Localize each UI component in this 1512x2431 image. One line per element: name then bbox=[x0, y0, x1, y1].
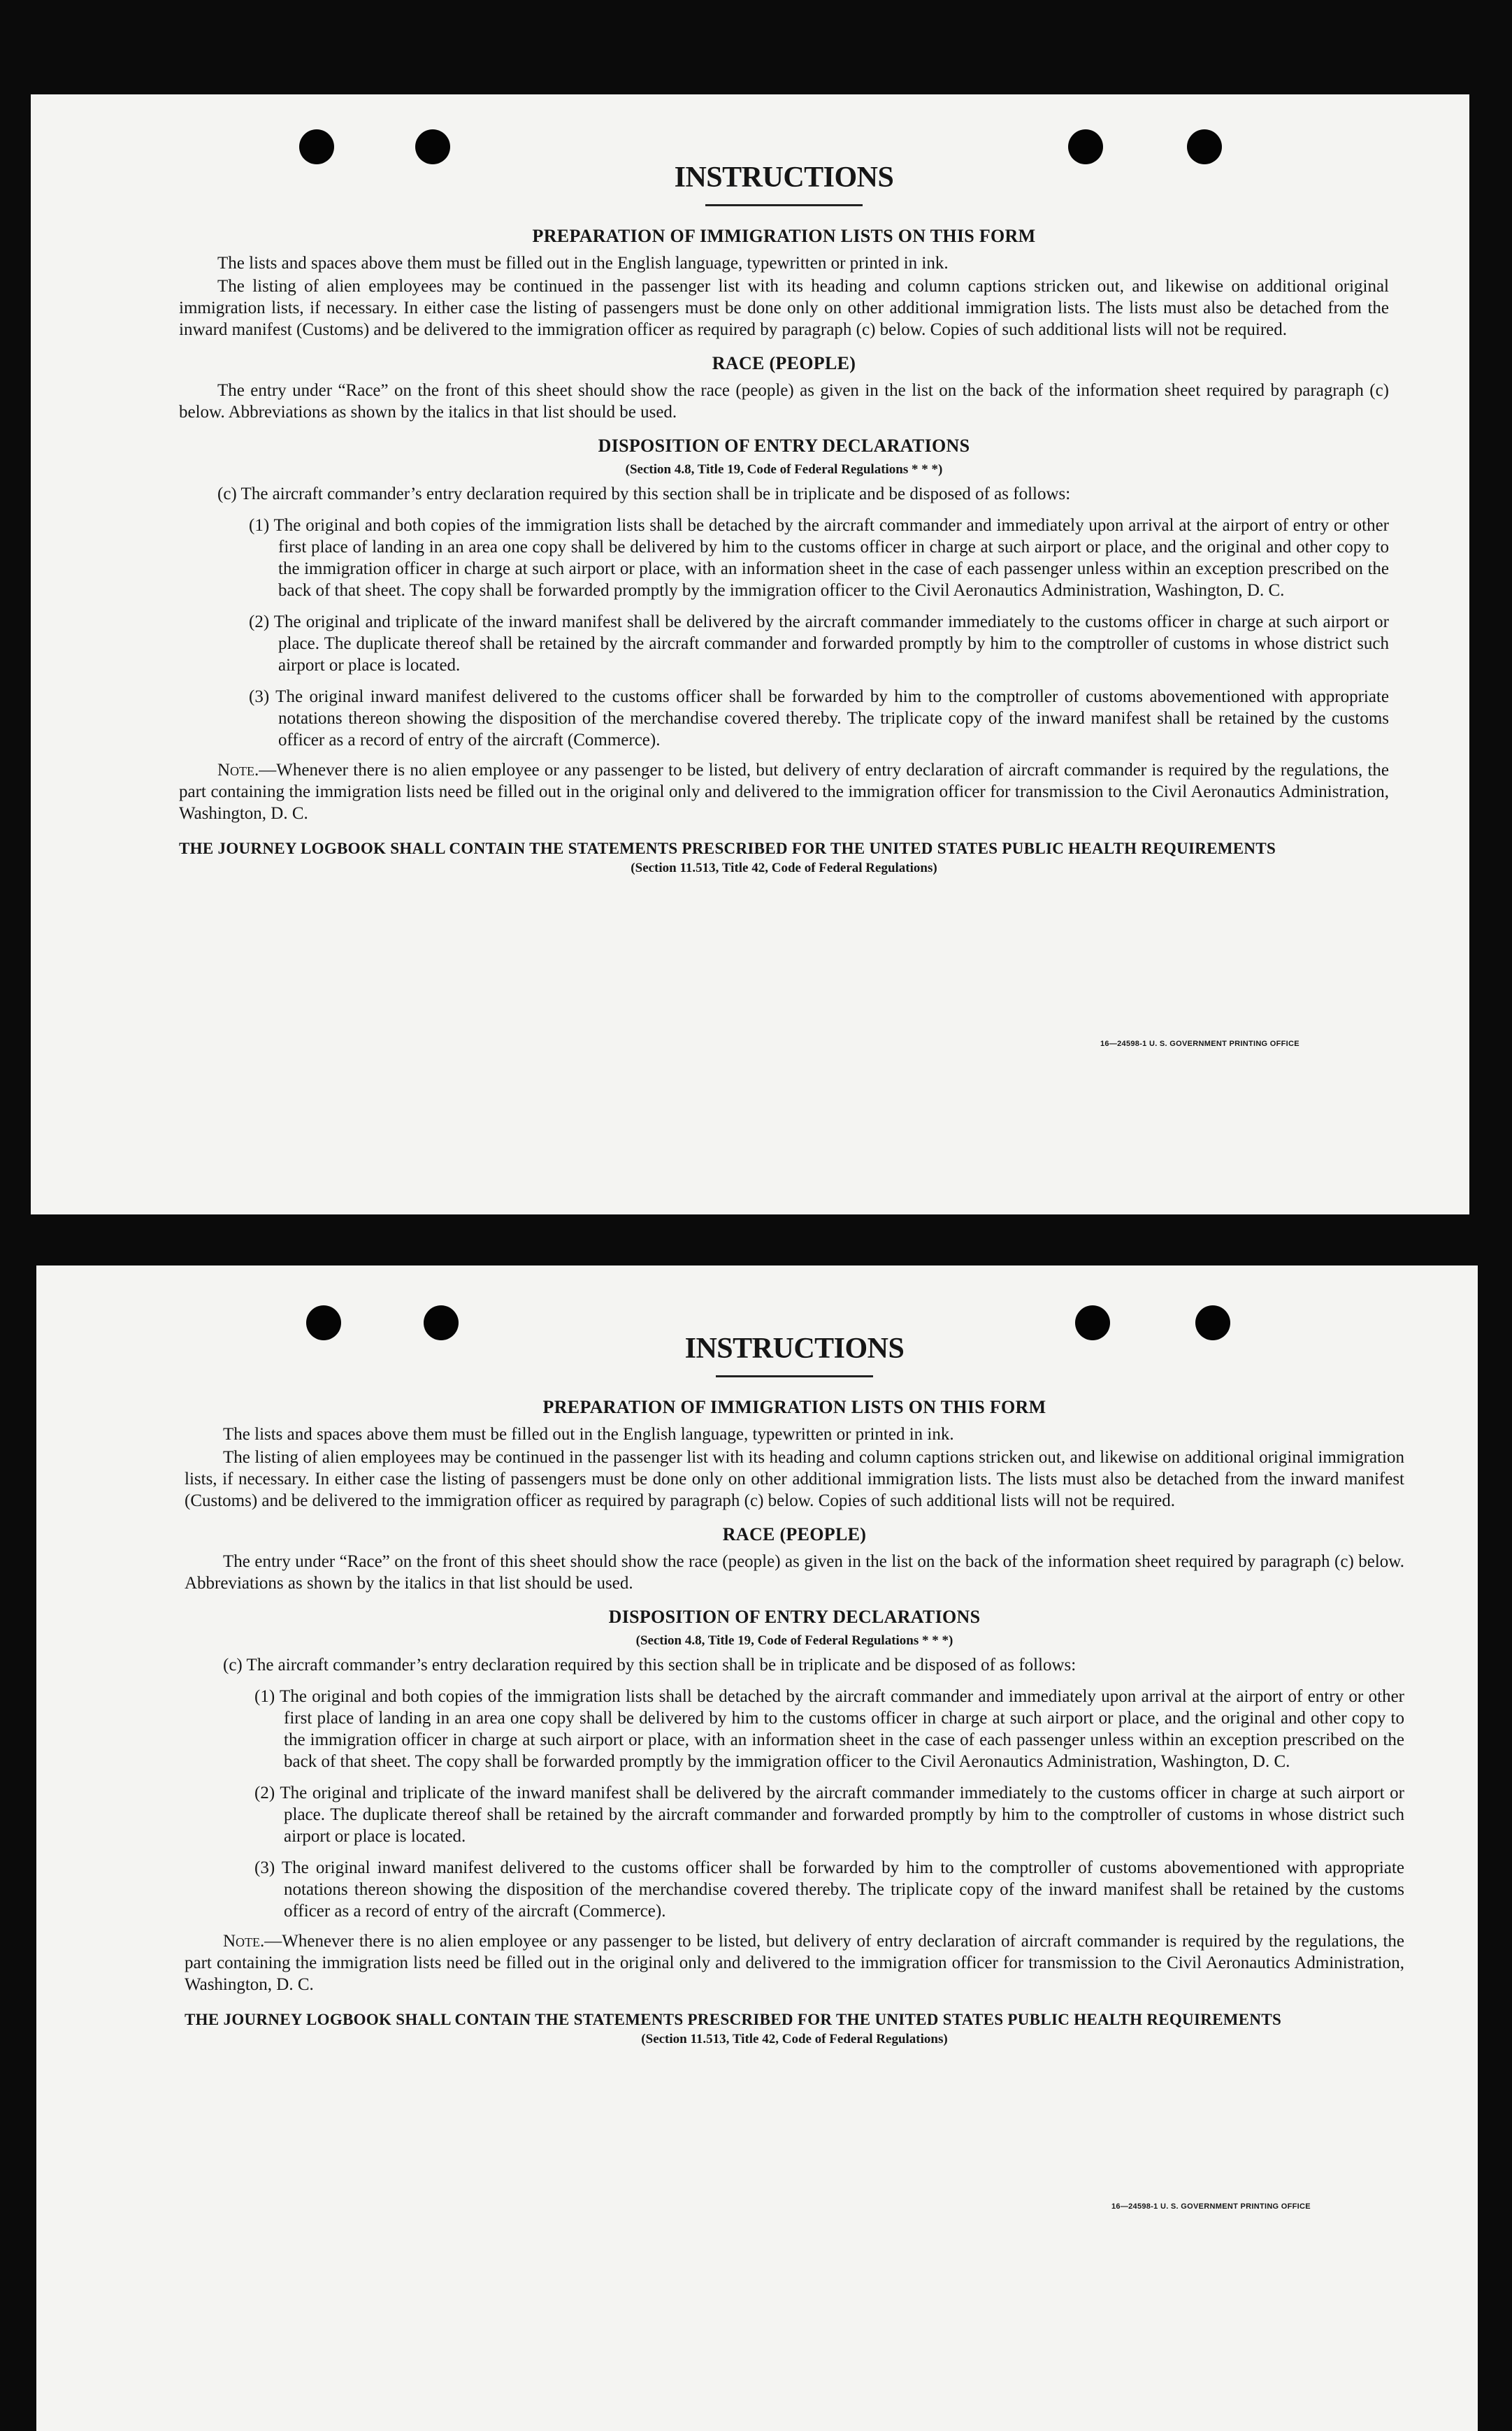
note-text: —Whenever there is no alien employee or any passenger to be listed, but delivery of entry declaration of aircraft commander is required by the regulations, the part containing the immigration lists need be filled out in the original only and delivered to the immigration officer for transmission to the Civil Aeronautics Administration, Washington, D. C. bbox=[179, 761, 1389, 823]
page-title: INSTRUCTIONS bbox=[684, 1333, 905, 1365]
section-heading-disposition: DISPOSITION OF ENTRY DECLARATIONS bbox=[598, 436, 970, 456]
list-item: (3) The original inward manifest delivered to the customs officer shall be forwarded by him to the comptroller of customs abovementioned with appropriate notations thereon showing the disposition of the merchandise covered thereby. The triplicate copy of the inward manifest shall be retained by the customs officer as a record of entry of the aircraft (Commerce). bbox=[249, 687, 1389, 750]
title-underline bbox=[716, 1375, 873, 1377]
closing-statement: THE JOURNEY LOGBOOK SHALL CONTAIN THE STATEMENTS PRESCRIBED FOR THE UNITED STATES PUBLIC HEALTH REQUIREMENTS bbox=[185, 2011, 1282, 2028]
instruction-sheet-top bbox=[31, 94, 1469, 1214]
closing-citation: (Section 11.513, Title 42, Code of Federal Regulations) bbox=[641, 2032, 948, 2046]
note-paragraph bbox=[179, 759, 1389, 824]
punch-hole bbox=[299, 129, 334, 164]
list-item: (1) The original and both copies of the immigration lists shall be detached by the aircraft commander and immediately upon arrival at the airport of entry or other first place of landing in an area one copy shall be delivered by him to the customs officer in charge at such airport or place, and the original and other copy to the immigration officer in charge at such airport or place, with an information sheet in the case of each passenger unless within an exception prescribed on the back of that sheet. The copy shall be forwarded promptly by the immigration officer to the Civil Aeronautics Administration, Washington, D. C. bbox=[254, 1687, 1404, 1771]
paragraph: The listing of alien employees may be continued in the passenger list with its heading and column captions stricken out, and likewise on additional original immigration lists, if necessary. In either case the listing of passengers must be done only on other additional immigration lists. The lists must also be detached from the inward manifest (Customs) and be delivered to the immigration officer as required by paragraph (c) below. Copies of such additional lists will not be required. bbox=[185, 1448, 1404, 1510]
closing-citation: (Section 11.513, Title 42, Code of Federal Regulations) bbox=[631, 861, 937, 875]
note-label: Note. bbox=[217, 761, 259, 780]
paragraph: The entry under “Race” on the front of this sheet should show the race (people) as given in the list on the back of the information sheet required by paragraph (c) below. Abbreviations as shown by the italics in that list should be used. bbox=[185, 1552, 1404, 1593]
punch-hole bbox=[415, 129, 450, 164]
list-item: (3) The original inward manifest delivered to the customs officer shall be forwarded by him to the comptroller of customs abovementioned with appropriate notations thereon showing the disposition of the merchandise covered thereby. The triplicate copy of the inward manifest shall be retained by the customs officer as a record of entry of the aircraft (Commerce). bbox=[254, 1858, 1404, 1921]
regulation-citation: (Section 4.8, Title 19, Code of Federal Regulations * * *) bbox=[635, 1633, 953, 1648]
punch-hole bbox=[1068, 129, 1103, 164]
paragraph: The lists and spaces above them must be filled out in the English language, typewritten or printed in ink. bbox=[223, 1425, 954, 1444]
title-underline bbox=[705, 204, 863, 206]
printer-imprint: 16—24598-1 U. S. GOVERNMENT PRINTING OFFICE bbox=[1100, 1040, 1299, 1048]
section-heading-preparation: PREPARATION OF IMMIGRATION LISTS ON THIS FORM bbox=[532, 226, 1036, 246]
list-item: (2) The original and triplicate of the inward manifest shall be delivered by the aircraft commander immediately to the customs officer in charge at such airport or place. The duplicate thereof shall be retained by the aircraft commander and forwarded promptly by him to the comptroller of customs in whose district such airport or place is located. bbox=[249, 612, 1389, 675]
section-heading-race: RACE (PEOPLE) bbox=[712, 353, 856, 373]
paragraph: The lists and spaces above them must be filled out in the English language, typewritten or printed in ink. bbox=[217, 254, 949, 273]
page-title: INSTRUCTIONS bbox=[674, 162, 894, 194]
paragraph-c: (c) The aircraft commander’s entry declaration required by this section shall be in triplicate and be disposed of as follows: bbox=[223, 1656, 1077, 1675]
closing-statement: THE JOURNEY LOGBOOK SHALL CONTAIN THE STATEMENTS PRESCRIBED FOR THE UNITED STATES PUBLIC HEALTH REQUIREMENTS bbox=[179, 840, 1276, 857]
instruction-sheet-bottom bbox=[36, 1265, 1478, 2431]
sheet-content bbox=[31, 161, 1469, 876]
list-item: (1) The original and both copies of the immigration lists shall be detached by the aircraft commander and immediately upon arrival at the airport of entry or other first place of landing in an area one copy shall be delivered by him to the customs officer in charge at such airport or place, and the original and other copy to the immigration officer in charge at such airport or place, with an information sheet in the case of each passenger unless within an exception prescribed on the back of that sheet. The copy shall be forwarded promptly by the immigration officer to the Civil Aeronautics Administration, Washington, D. C. bbox=[249, 516, 1389, 600]
sheet-content bbox=[36, 1332, 1478, 2047]
paragraph: The listing of alien employees may be continued in the passenger list with its heading and column captions stricken out, and likewise on additional original immigration lists, if necessary. In either case the listing of passengers must be done only on other additional immigration lists. The lists must also be detached from the inward manifest (Customs) and be delivered to the immigration officer as required by paragraph (c) below. Copies of such additional lists will not be required. bbox=[179, 277, 1389, 339]
section-heading-preparation: PREPARATION OF IMMIGRATION LISTS ON THIS FORM bbox=[542, 1397, 1046, 1417]
section-heading-disposition: DISPOSITION OF ENTRY DECLARATIONS bbox=[608, 1607, 981, 1627]
printer-imprint: 16—24598-1 U. S. GOVERNMENT PRINTING OFFICE bbox=[1111, 2202, 1311, 2211]
note-label: Note. bbox=[223, 1932, 265, 1951]
list-item: (2) The original and triplicate of the inward manifest shall be delivered by the aircraft commander immediately to the customs officer in charge at such airport or place. The duplicate thereof shall be retained by the aircraft commander and forwarded promptly by him to the comptroller of customs in whose district such airport or place is located. bbox=[254, 1784, 1404, 1846]
punch-hole bbox=[1187, 129, 1222, 164]
paragraph: The entry under “Race” on the front of this sheet should show the race (people) as given in the list on the back of the information sheet required by paragraph (c) below. Abbreviations as shown by the italics in that list should be used. bbox=[179, 381, 1389, 422]
note-text: —Whenever there is no alien employee or any passenger to be listed, but delivery of entry declaration of aircraft commander is required by the regulations, the part containing the immigration lists need be filled out in the original only and delivered to the immigration officer for transmission to the Civil Aeronautics Administration, Washington, D. C. bbox=[185, 1932, 1404, 1994]
note-paragraph bbox=[185, 1930, 1404, 1995]
regulation-citation: (Section 4.8, Title 19, Code of Federal Regulations * * *) bbox=[625, 462, 943, 477]
paragraph-c: (c) The aircraft commander’s entry declaration required by this section shall be in triplicate and be disposed of as follows: bbox=[217, 485, 1071, 503]
section-heading-race: RACE (PEOPLE) bbox=[722, 1524, 867, 1544]
